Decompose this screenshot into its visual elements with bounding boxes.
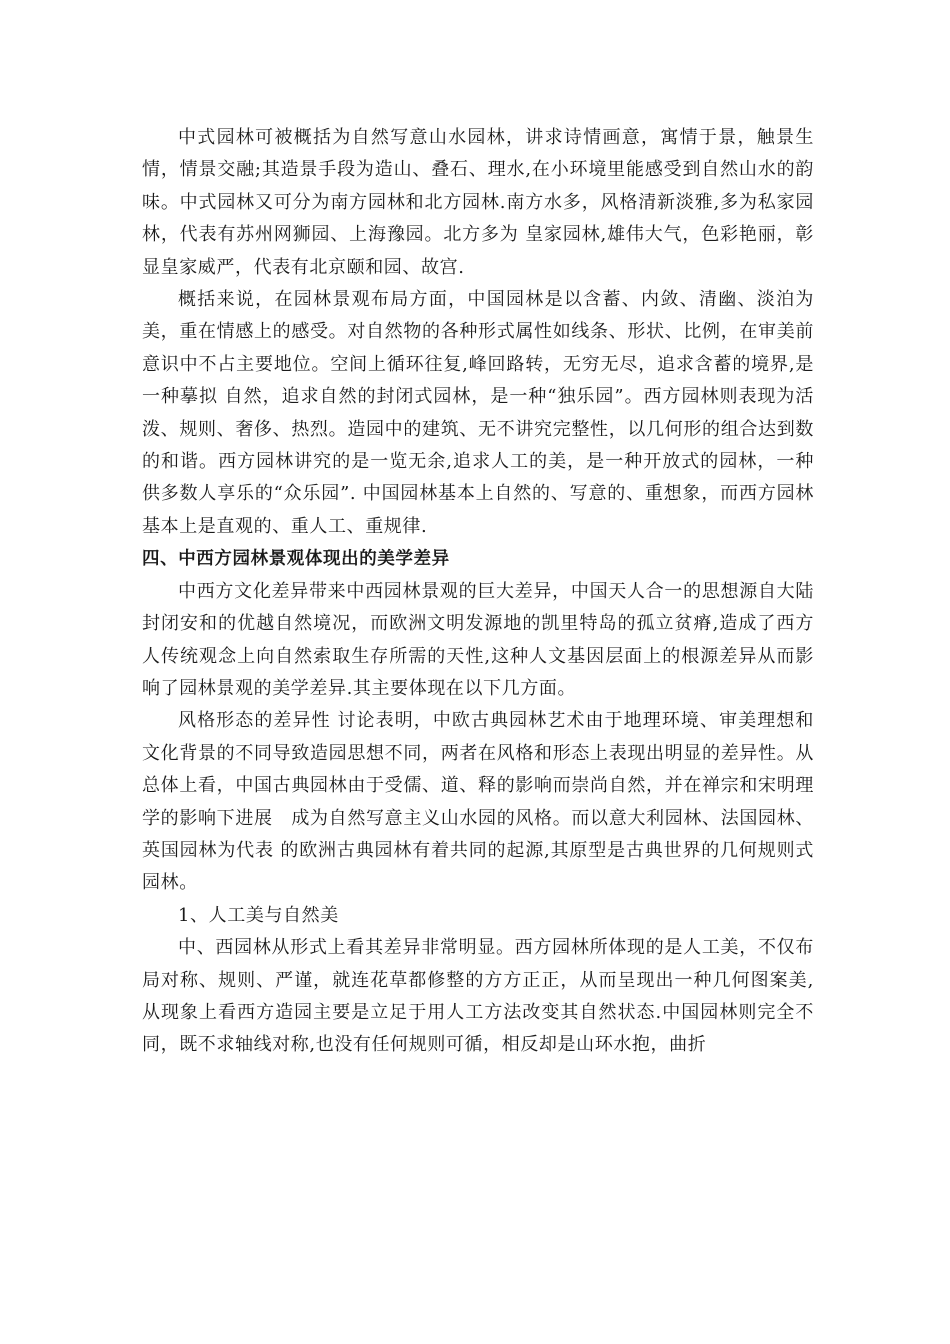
section-heading: 四、中西方园林景观体现出的美学差异 <box>142 549 450 570</box>
paragraph-style-differences: 风格形态的差异性 讨论表明，中欧古典园林艺术由于地理环境、审美理想和文化背景的不同导致造园思想不同，两者在风格和形态上表现出明显的差异性。从总体上看，中国古典园林由于受儒、道、释的影响而崇尚自然，并在禅宗和宋明理学的影响下进展 成为自然写意主义山水园的风格。而以意大利园林、法国园林、英国园林为代表 的欧洲古典园林有着共同的起源,其原型是古典世界的几何规则式园林。 <box>142 710 814 894</box>
document-body <box>142 122 814 1062</box>
paragraph-artificial-vs-natural: 中、西园林从形式上看其差异非常明显。西方园林所体现的是人工美，不仅布局对称、规则、严谨，就连花草都修整的方方正正，从而呈现出一种几何图案美,从现象上看西方造园主要是立足于用人工方法改变其自然状态.中国园林则完全不同，既不求轴线对称,也没有任何规则可循，相反却是山环水抱，曲折 <box>142 937 814 1056</box>
paragraph-layout-comparison: 概括来说，在园林景观布局方面，中国园林是以含蓄、内敛、清幽、淡泊为美，重在情感上的感受。对自然物的各种形式属性如线条、形状、比例，在审美前意识中不占主要地位。空间上循环往复,峰回路转，无穷无尽，追求含蓄的境界,是一种摹拟 自然，追求自然的封闭式园林，是一种“独乐园”。西方园林则表现为活泼、规则、奢侈、热烈。造园中的建筑、无不讲究完整性，以几何形的组合达到数的和谐。西方园林讲究的是一览无余,追求人工的美，是一种开放式的园林，一种供多数人享乐的“众乐园”. 中国园林基本上自然的、写意的、重想象，而西方园林基本上是直观的、重人工、重规律. <box>142 289 814 537</box>
subsection-heading: 1、人工美与自然美 <box>178 904 339 926</box>
paragraph-chinese-garden-overview: 中式园林可被概括为自然写意山水园林，讲求诗情画意，寓情于景，触景生情，情景交融;其造景手段为造山、叠石、理水,在小环境里能感受到自然山水的韵味。中式园林又可分为南方园林和北方园林.南方水多，风格清新淡雅,多为私家园林，代表有苏州网狮园、上海豫园。北方多为 皇家园林,雄伟大气，色彩艳丽，彰显皇家威严，代表有北京颐和园、故宫. <box>142 127 814 278</box>
paragraph-cultural-differences: 中西方文化差异带来中西园林景观的巨大差异，中国天人合一的思想源自大陆封闭安和的优越自然境况，而欧洲文明发源地的凯里特岛的孤立贫瘠,造成了西方人传统观念上向自然索取生存所需的天性,这种人文基因层面上的根源差异从而影响了园林景观的美学差异.其主要体现在以下几方面。 <box>142 580 814 699</box>
